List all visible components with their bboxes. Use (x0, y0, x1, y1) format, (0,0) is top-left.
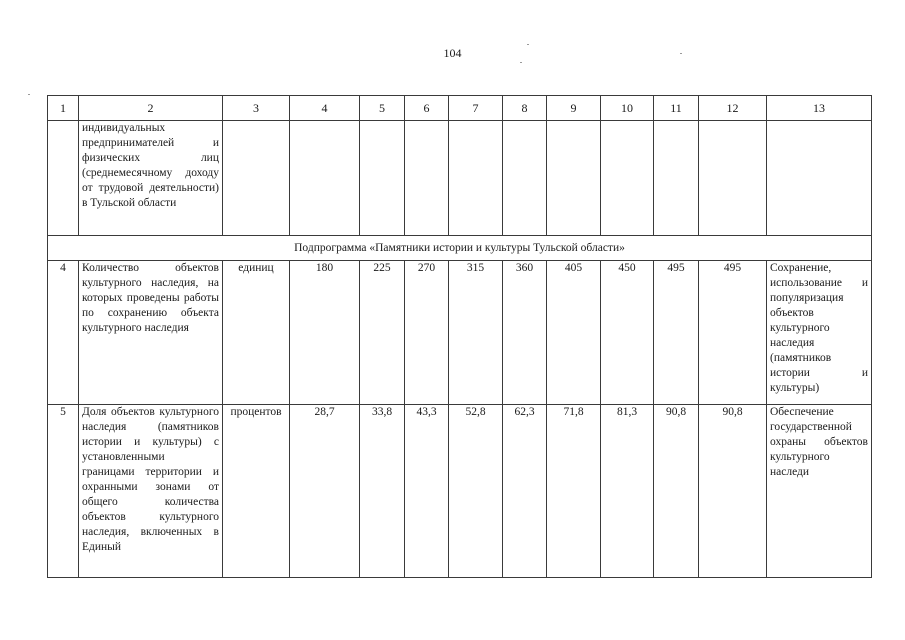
header-cell: 4 (290, 96, 360, 121)
unit-cell: процентов (223, 405, 290, 578)
empty-cell (699, 121, 767, 236)
value-cell: 71,8 (547, 405, 601, 578)
empty-cell (547, 121, 601, 236)
indicators-table (47, 95, 872, 578)
value-cell: 52,8 (449, 405, 503, 578)
value-cell: 360 (503, 261, 547, 405)
value-cell: 28,7 (290, 405, 360, 578)
subprogram-title: Подпрограмма «Памятники истории и культуры Тульской области» (48, 236, 872, 261)
row-number: 4 (48, 261, 79, 405)
value-cell: 495 (699, 261, 767, 405)
value-cell: 180 (290, 261, 360, 405)
value-cell: 90,8 (699, 405, 767, 578)
value-cell: 495 (654, 261, 699, 405)
value-cell: 405 (547, 261, 601, 405)
value-cell: 43,3 (405, 405, 449, 578)
value-cell: 81,3 (601, 405, 654, 578)
note-cell: Обеспечение государственной охраны объектов культурного наследи (767, 405, 872, 578)
header-cell: 12 (699, 96, 767, 121)
indicator-name: Доля объектов культурного наследия (памятников истории и культуры) с установленными границами территории и охранными зонами от общего количества объектов культурного наследия, включенных в Единый (79, 405, 223, 578)
value-cell: 33,8 (360, 405, 405, 578)
header-cell: 5 (360, 96, 405, 121)
header-cell: 8 (503, 96, 547, 121)
value-cell: 270 (405, 261, 449, 405)
value-cell: 62,3 (503, 405, 547, 578)
empty-cell (405, 121, 449, 236)
page-number: 104 (443, 46, 462, 60)
table-row (48, 405, 872, 578)
empty-cell (449, 121, 503, 236)
empty-cell (48, 121, 79, 236)
header-cell: 11 (654, 96, 699, 121)
header-row (48, 96, 872, 121)
indicator-name: Количество объектов культурного наследия, на которых проведены работы по сохранению объекта культурного наследия (79, 261, 223, 405)
note-cell: Сохранение, использование и популяризация объектов культурного наследия (памятников истории и культуры) (767, 261, 872, 405)
value-cell: 90,8 (654, 405, 699, 578)
header-cell: 2 (79, 96, 223, 121)
unit-cell: единиц (223, 261, 290, 405)
scan-speck (527, 44, 529, 45)
header-cell: 6 (405, 96, 449, 121)
scan-speck (28, 94, 30, 95)
empty-cell (601, 121, 654, 236)
subprogram-row (48, 236, 872, 261)
value-cell: 315 (449, 261, 503, 405)
table-row-continued (48, 121, 872, 236)
empty-cell (767, 121, 872, 236)
header-cell: 3 (223, 96, 290, 121)
header-cell: 7 (449, 96, 503, 121)
empty-cell (360, 121, 405, 236)
scan-speck (680, 53, 682, 54)
empty-cell (223, 121, 290, 236)
empty-cell (503, 121, 547, 236)
empty-cell (290, 121, 360, 236)
header-cell: 13 (767, 96, 872, 121)
value-cell: 225 (360, 261, 405, 405)
header-cell: 10 (601, 96, 654, 121)
empty-cell (654, 121, 699, 236)
value-cell: 450 (601, 261, 654, 405)
header-cell: 1 (48, 96, 79, 121)
scan-speck (520, 62, 522, 63)
table-row (48, 261, 872, 405)
row-number: 5 (48, 405, 79, 578)
header-cell: 9 (547, 96, 601, 121)
continued-indicator-text: индивидуальных предпринимателей и физических лиц (среднемесячному доходу от трудовой деятельности) в Тульской области (79, 121, 223, 236)
